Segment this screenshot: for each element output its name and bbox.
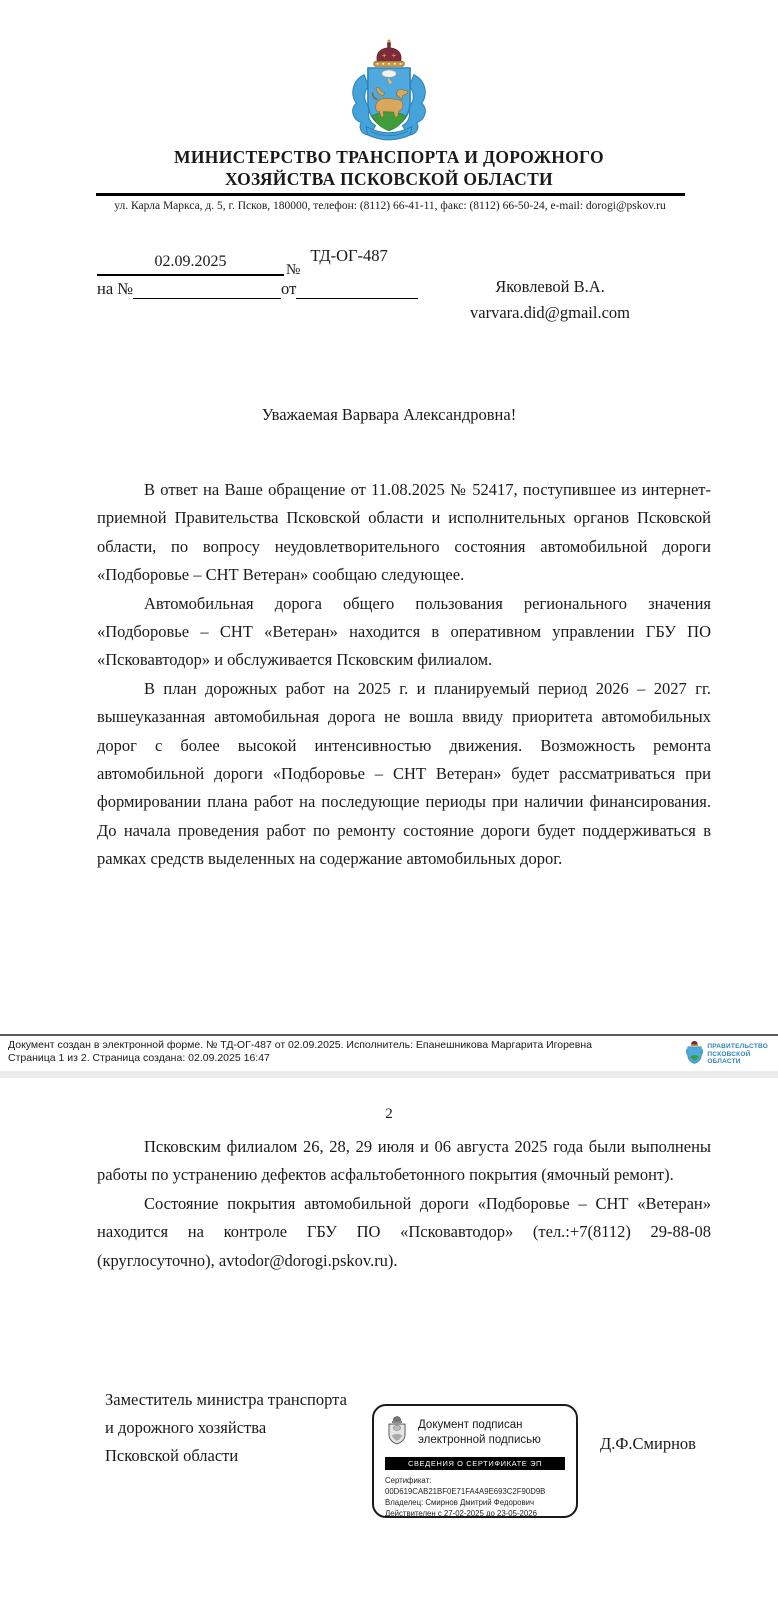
coat-of-arms-icon <box>341 36 437 144</box>
recipient-email: varvara.did@gmail.com <box>470 303 630 322</box>
footer-line2: Страница 1 из 2. Страница создана: 02.09.2025 16:47 <box>8 1052 270 1064</box>
government-emblem-icon <box>685 1040 704 1069</box>
ministry-name-line1: МИНИСТЕРСТВО ТРАНСПОРТА И ДОРОЖНОГО <box>174 147 604 167</box>
letter-requisites <box>97 246 437 299</box>
ministry-address-line: ул. Карла Маркса, д. 5, г. Псков, 180000, телефон: (8112) 66-41-11, факс: (8112) 66-50-24, e-mail: dorogi@pskov.ru <box>114 200 666 212</box>
government-logo-text-line2: ПСКОВСКОЙ <box>707 1050 751 1058</box>
header-rule <box>96 193 685 196</box>
date-number-row <box>97 246 437 276</box>
page-number: 2 <box>385 1106 393 1122</box>
paragraph: Автомобильная дорога общего пользования регионального значения «Подборовье – СНТ «Ветеран» находится в оперативном управлении ГБУ ПО «Псковавтодор» и обслуживается Псковским филиалом. <box>97 593 711 670</box>
signer-position-line2: и дорожного хозяйства <box>105 1418 267 1437</box>
recipient-block <box>425 274 675 326</box>
reply-to-label: на № <box>97 279 134 298</box>
government-logo-text-line3: ОБЛАСТИ <box>707 1058 741 1066</box>
recipient-name: Яковлевой В.А. <box>495 277 605 296</box>
signer-position-line3: Псковской области <box>105 1446 239 1465</box>
government-logo-text <box>707 1043 768 1066</box>
reply-reference-row <box>97 279 437 299</box>
salutation: Уважаемая Варвара Александровна! <box>261 405 517 424</box>
paragraph: В ответ на Ваше обращение от 11.08.2025 № 52417, поступившее из интернет-приемной Правительства Псковской области и исполнительных органов Псковской области, по вопросу неудовлетворительного состояния автомобильной дороги «Подборовье – СНТ Ветеран» сообщаю следующее. <box>97 480 711 585</box>
stamp-coat-of-arms-icon <box>385 1415 409 1450</box>
reply-number-blank-field <box>133 279 281 299</box>
signer-name: Д.Ф.Смирнов <box>600 1434 696 1453</box>
page2-body-text <box>97 1133 711 1275</box>
government-logo <box>685 1040 768 1069</box>
paragraph: В план дорожных работ на 2025 г. и планируемый период 2026 – 2027 гг. вышеуказанная автомобильная дорога не вошла ввиду приоритета автомобильных дорог с более высокой интенсивностью движения. Возможность ремонта автомобильной дороги «Подборовье – СНТ Ветеран» будет рассматриваться при формировании плана работ на последующие периоды при наличии финансирования. До начала проведения работ по ремонту состояние дороги будет поддерживаться в рамках средств выделенных на содержание автомобильных дорог. <box>97 678 711 869</box>
stamp-owner: Владелец: Смирнов Дмитрий Федорович <box>385 1498 535 1507</box>
signer-position <box>105 1386 347 1470</box>
signature-block <box>0 1382 778 1562</box>
letter-number: ТД-ОГ-487 <box>310 246 388 265</box>
number-sign: № <box>286 262 301 278</box>
ministry-name-line2: ХОЗЯЙСТВА ПСКОВСКОЙ ОБЛАСТИ <box>225 169 553 189</box>
government-logo-text-line1: ПРАВИТЕЛЬСТВО <box>707 1043 768 1051</box>
reply-from-label: от <box>281 279 297 298</box>
document-footer <box>0 1034 778 1072</box>
ministry-name <box>0 146 778 190</box>
page-separator <box>0 1071 778 1078</box>
footer-line1: Документ создан в электронной форме. № ТД-ОГ-487 от 02.09.2025. Исполнитель: Епанешникова Маргарита Игоревна <box>8 1039 592 1051</box>
stamp-certificate-info <box>385 1475 565 1519</box>
stamp-title-line2: электронной подписью <box>418 1433 541 1446</box>
stamp-title-line1: Документ подписан <box>418 1419 523 1431</box>
reply-date-blank-field <box>296 279 418 299</box>
stamp-certificate-bar: СВЕДЕНИЯ О СЕРТИФИКАТЕ ЭП <box>385 1457 565 1470</box>
paragraph: Псковским филиалом 26, 28, 29 июля и 06 августа 2025 года были выполнены работы по устранению дефектов асфальтобетонного покрытия (ямочный ремонт). <box>97 1137 711 1185</box>
stamp-title <box>418 1418 541 1447</box>
electronic-signature-stamp <box>372 1404 578 1518</box>
paragraph: Состояние покрытия автомобильной дороги «Подборовье – СНТ «Ветеран» находится на контроле ГБУ ПО «Псковавтодор» (тел.:+7(8112) 29-88-08 (круглосуточно), avtodor@dorogi.pskov.ru). <box>97 1193 711 1270</box>
page1-body-text <box>97 476 711 874</box>
letter-date: 02.09.2025 <box>97 253 284 276</box>
stamp-header <box>385 1415 565 1450</box>
signer-position-line1: Заместитель министра транспорта <box>105 1390 347 1409</box>
stamp-validity: Действителен с 27-02-2025 до 23-05-2026 <box>385 1509 537 1518</box>
stamp-certificate-number: Сертификат: 00D619CAB21BF0E71FA4A9E693C2F90D9B <box>385 1476 546 1496</box>
